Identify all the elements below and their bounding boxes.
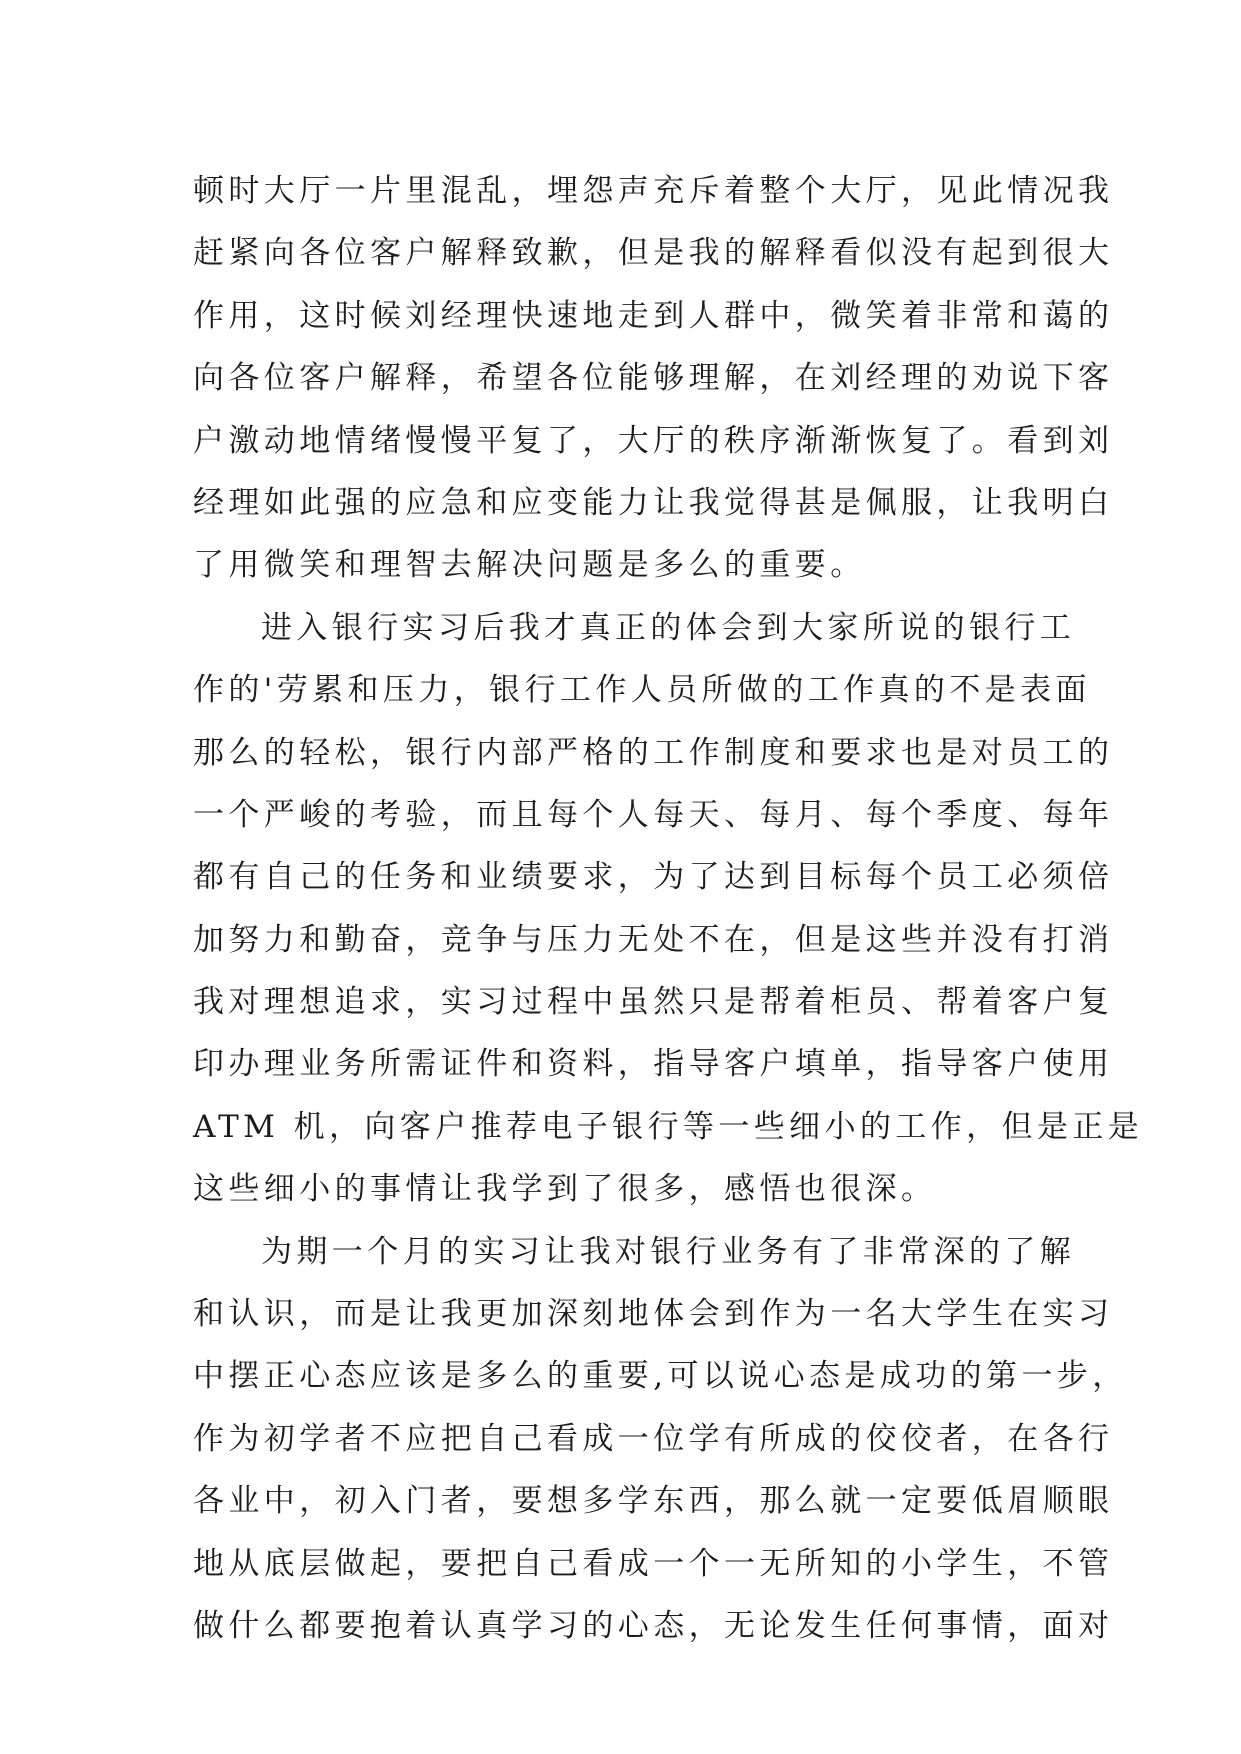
text-line: 地从底层做起，要把自己看成一个一无所知的小学生，不管	[193, 1545, 1114, 1582]
text-line: 各业中，初入门者，要想多学东西，那么就一定要低眉顺眼	[193, 1483, 1114, 1520]
text-line: 了用微笑和理智去解决问题是多么的重要。	[193, 547, 866, 584]
text-line: 户激动地情绪慢慢平复了，大厅的秩序渐渐恢复了。看到刘	[193, 422, 1114, 459]
text-line: 作用，这时候刘经理快速地走到人群中，微笑着非常和蔼的	[193, 297, 1114, 334]
text-line: 和认识，而是让我更加深刻地体会到作为一名大学生在实习	[193, 1296, 1114, 1333]
paragraph-first-line: 进入银行实习后我才真正的体会到大家所说的银行工	[261, 609, 1076, 646]
text-line: 中摆正心态应该是多么的重要,可以说心态是成功的第一步，	[193, 1358, 1128, 1395]
text-line: 我对理想追求，实习过程中虽然只是帮着柜员、帮着客户复	[193, 984, 1114, 1021]
text-line: 一个严峻的考验，而且每个人每天、每月、每个季度、每年	[193, 796, 1114, 833]
paragraph-first-line: 为期一个月的实习让我对银行业务有了非常深的了解	[261, 1233, 1076, 1270]
text-line: ATM 机，向客户推荐电子银行等一些细小的工作，但是正是	[193, 1108, 1144, 1145]
text-line: 经理如此强的应急和应变能力让我觉得甚是佩服，让我明白	[193, 484, 1114, 521]
text-line: 加努力和勤奋，竞争与压力无处不在，但是这些并没有打消	[193, 921, 1114, 958]
text-line: 做什么都要抱着认真学习的心态，无论发生任何事情，面对	[193, 1607, 1114, 1644]
text-line: 赶紧向各位客户解释致歉，但是我的解释看似没有起到很大	[193, 235, 1114, 272]
text-line: 这些细小的事情让我学到了很多，感悟也很深。	[193, 1171, 937, 1208]
text-line: 作的'劳累和压力，银行工作人员所做的工作真的不是表面	[193, 672, 1091, 709]
text-line: 印办理业务所需证件和资料，指导客户填单，指导客户使用	[193, 1046, 1114, 1083]
text-line: 那么的轻松，银行内部严格的工作制度和要求也是对员工的	[193, 734, 1114, 771]
text-line: 顿时大厅一片里混乱，埋怨声充斥着整个大厅，见此情况我	[193, 173, 1114, 209]
text-line: 作为初学者不应把自己看成一位学有所成的佼佼者，在各行	[193, 1420, 1114, 1457]
text-line: 向各位客户解释，希望各位能够理解，在刘经理的劝说下客	[193, 360, 1114, 397]
body-text	[193, 160, 1144, 1657]
text-line: 都有自己的任务和业绩要求，为了达到目标每个员工必须倍	[193, 859, 1114, 896]
